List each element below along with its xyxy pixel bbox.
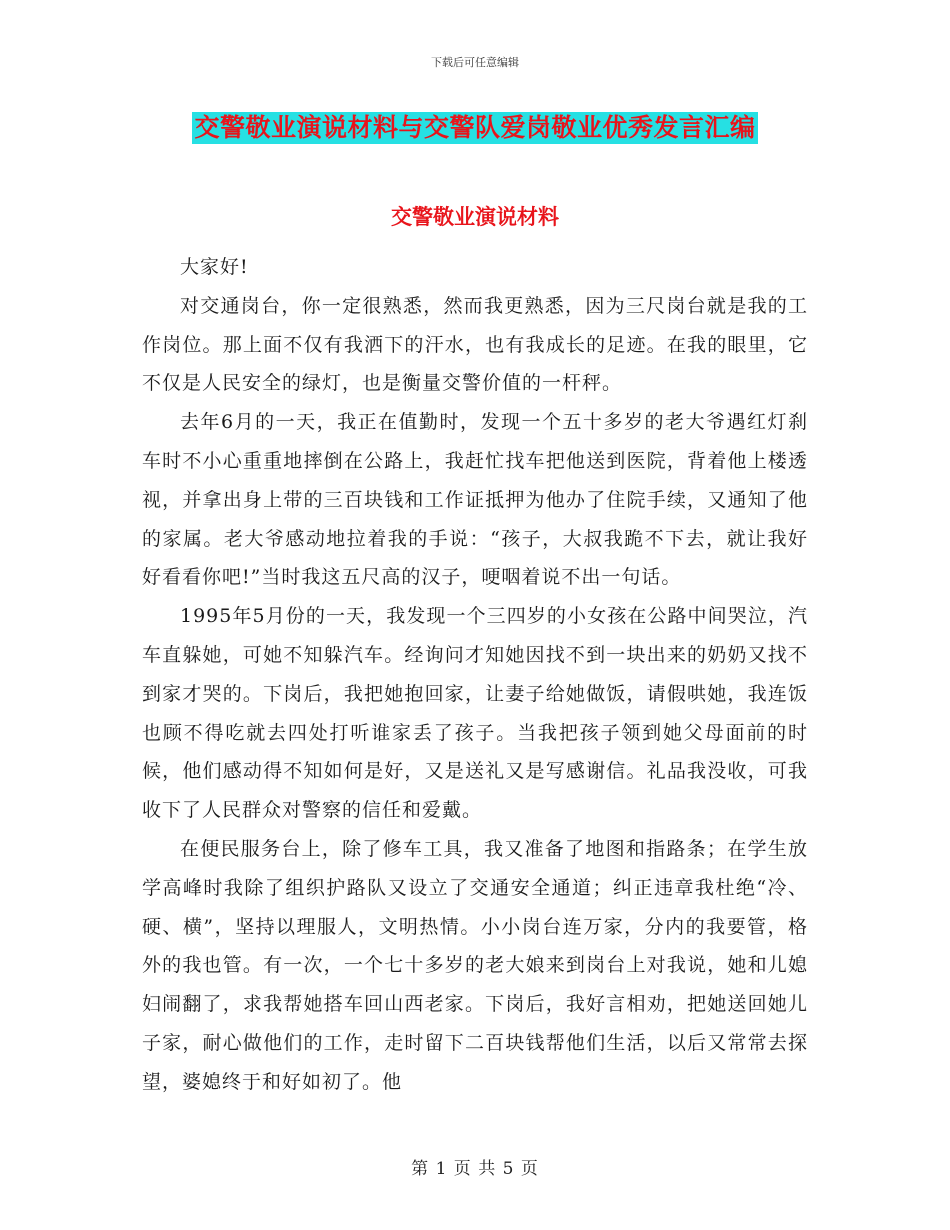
document-title: 交警敬业演说材料与交警队爱岗敬业优秀发言汇编: [194, 113, 756, 142]
paragraph: 在便民服务台上，除了修车工具，我又准备了地图和指路条；在学生放学高峰时我除了组织护路队又设立了交通安全通道；纠正违章我杜绝“冷、硬、横”，坚持以理服人，文明热情。小小岗台连万家，分内的我要管，格外的我也管。有一次，一个七十多岁的老大娘来到岗台上对我说，她和儿媳妇闹翻了，求我帮她搭车回山西老家。下岗后，我好言相劝，把她送回她儿子家，耐心做他们的工作，走时留下二百块钱帮他们生活，以后又常常去探望，婆媳终于和好如初了。他: [142, 837, 808, 1093]
document-body: [142, 248, 808, 1102]
paragraph: 1995年5月份的一天，我发现一个三四岁的小女孩在公路中间哭泣，汽车直躲她，可她不知躲汽车。经询问才知她因找不到一块出来的奶奶又找不到家才哭的。下岗后，我把她抱回家，让妻子给她做饭，请假哄她，我连饭也顾不得吃就去四处打听谁家丢了孩子。当我把孩子领到她父母面前的时候，他们感动得不知如何是好，又是送礼又是写感谢信。礼品我没收，可我收下了人民群众对警察的信任和爱戴。: [142, 605, 808, 822]
section-title: 交警敬业演说材料: [391, 204, 559, 229]
document-title-container: [0, 112, 950, 144]
paragraph: 对交通岗台，你一定很熟悉，然而我更熟悉，因为三尺岗台就是我的工作岗位。那上面不仅有我洒下的汗水，也有我成长的足迹。在我的眼里，它不仅是人民安全的绿灯，也是衡量交警价值的一杆秤。: [142, 294, 808, 395]
page-header-note: 下载后可任意编辑: [431, 56, 519, 69]
paragraph: 去年6月的一天，我正在值勤时，发现一个五十多岁的老大爷遇红灯刹车时不小心重重地摔倒在公路上，我赶忙找车把他送到医院，背着他上楼透视，并拿出身上带的三百块钱和工作证抵押为他办了住院手续，又通知了他的家属。老大爷感动地拉着我的手说：“孩子，大叔我跪不下去，就让我好好看看你吧!”当时我这五尺高的汉子，哽咽着说不出一句话。: [142, 411, 808, 589]
paragraph-greeting: 大家好!: [180, 256, 249, 278]
page-number-footer: 第 1 页 共 5 页: [411, 1159, 539, 1179]
